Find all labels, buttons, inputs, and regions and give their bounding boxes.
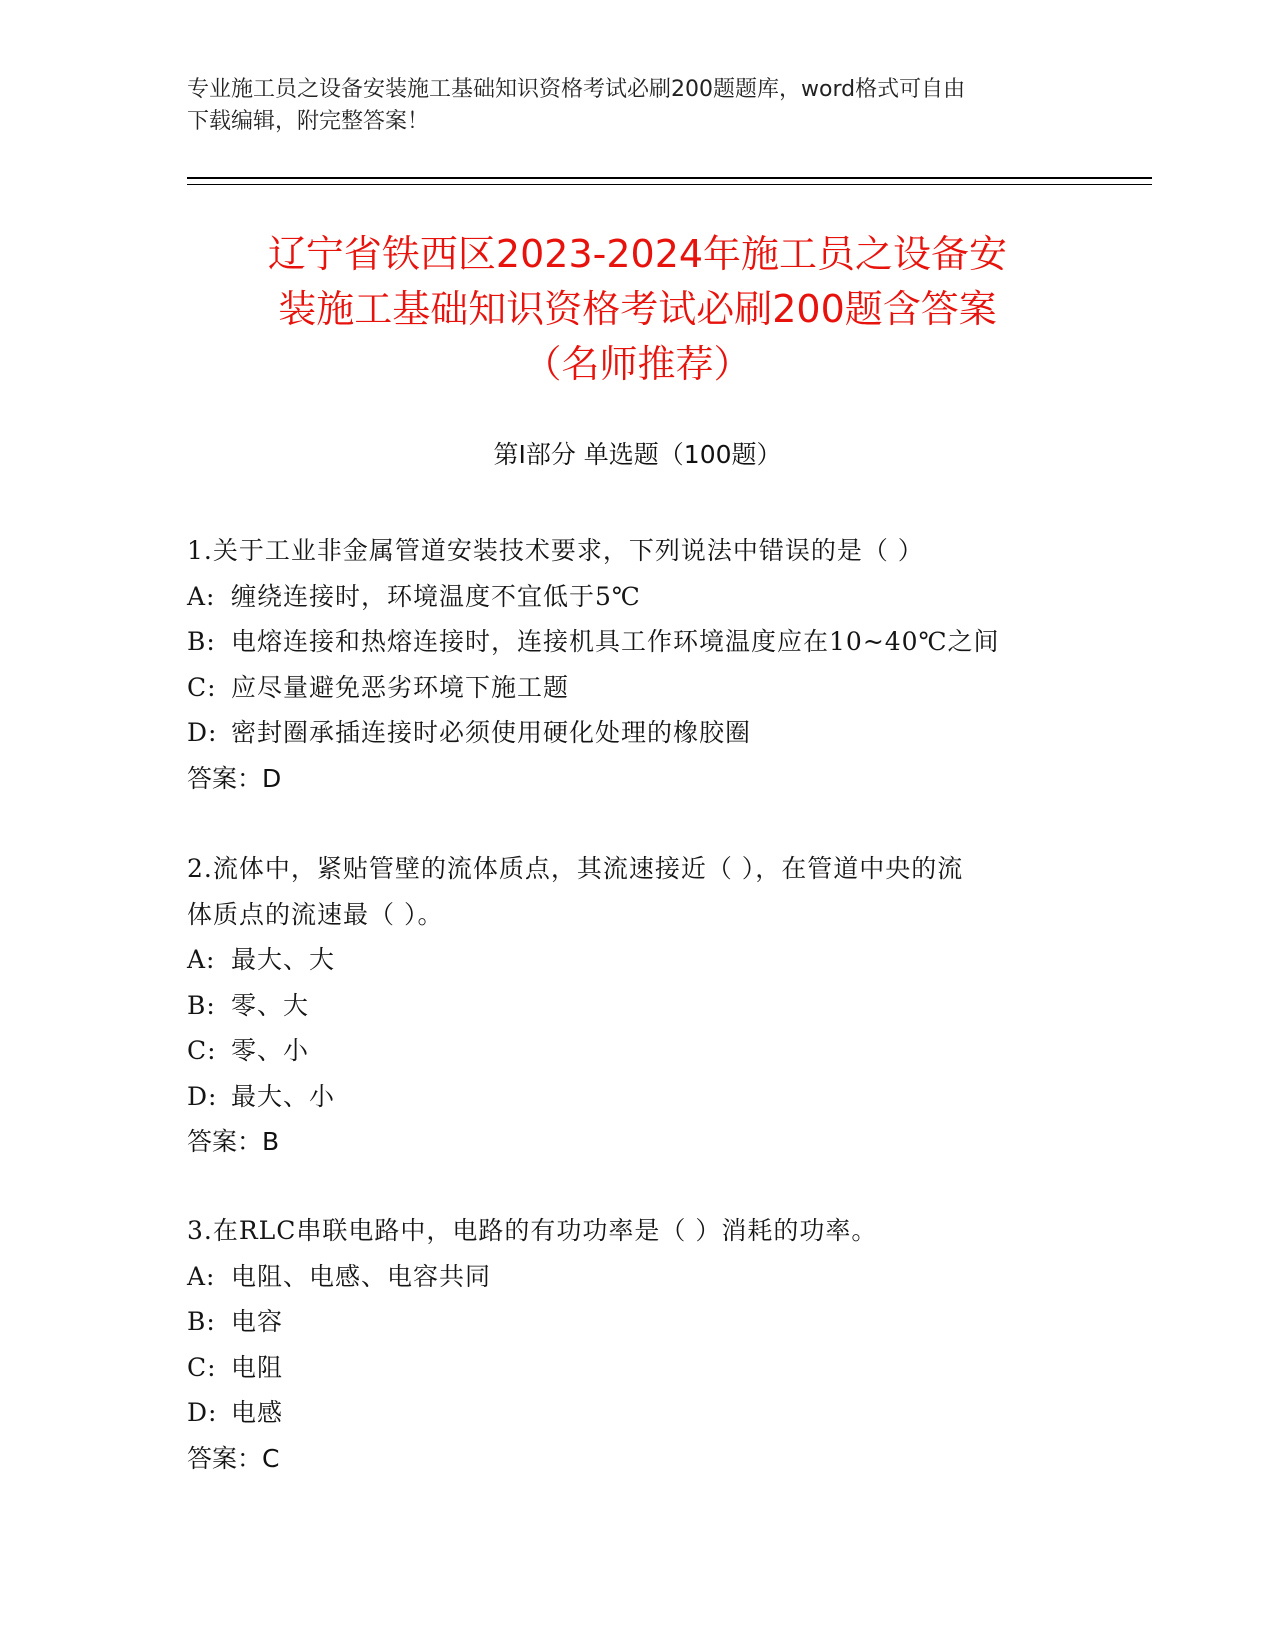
option-key: C: (187, 672, 217, 702)
option-b (187, 983, 1087, 1029)
option-text: 电容 (231, 1307, 284, 1336)
option-b (187, 1299, 1087, 1345)
question-1 (187, 528, 1087, 801)
option-key: D: (187, 1398, 218, 1427)
option-text: 电感 (231, 1398, 284, 1427)
question-stem-continued: 体质点的流速最（ ）。 (187, 899, 444, 929)
option-b (187, 619, 1087, 665)
option-text: 最大、大 (231, 945, 336, 974)
option-key: A: (187, 1261, 216, 1291)
option-key: C: (187, 1352, 217, 1382)
option-c (187, 665, 1087, 711)
option-key: D: (187, 1081, 218, 1111)
answer-line: 答案：C (187, 1443, 280, 1473)
section-heading: 第Ⅰ部分 单选题（100题） (493, 440, 782, 469)
option-text: 最大、小 (231, 1081, 336, 1111)
option-key: C: (187, 1036, 217, 1065)
option-d (187, 710, 1087, 756)
question-stem: 1.关于工业非金属管道安装技术要求，下列说法中错误的是（ ） (187, 536, 924, 565)
option-a (187, 937, 1087, 983)
option-text: 电阻、电感、电容共同 (231, 1261, 492, 1291)
option-d (187, 1390, 1087, 1436)
option-key: B: (187, 1307, 216, 1336)
title-line: 装施工基础知识资格考试必刷200题含答案 (278, 287, 997, 331)
option-text: 电熔连接和热熔连接时，连接机具工作环境温度应在10~40℃之间 (231, 627, 1000, 656)
header-divider-thin (187, 184, 1152, 185)
answer-line: 答案：B (187, 1127, 280, 1156)
option-key: B: (187, 627, 216, 656)
title-line: 辽宁省铁西区2023-2024年施工员之设备安 (267, 232, 1008, 276)
option-c (187, 1028, 1087, 1074)
option-text: 缠绕连接时，环境温度不宜低于5℃ (231, 581, 641, 611)
option-key: D: (187, 718, 218, 747)
option-c (187, 1345, 1087, 1391)
question-stem: 2.流体中，紧贴管壁的流体质点，其流速接近（ ），在管道中央的流 (187, 854, 964, 883)
header-note-line: 专业施工员之设备安装施工基础知识资格考试必刷200题题库，word格式可自由 (187, 77, 966, 102)
option-text: 应尽量避免恶劣环境下施工题 (231, 672, 570, 702)
option-key: A: (187, 581, 216, 611)
document-title (150, 227, 1125, 392)
question-2 (187, 846, 1087, 1165)
option-text: 密封圈承插连接时必须使用硬化处理的橡胶圈 (231, 718, 752, 747)
question-3 (187, 1208, 1087, 1481)
header-divider-thick (187, 177, 1152, 179)
option-a (187, 574, 1087, 620)
option-d (187, 1074, 1087, 1120)
option-text: 零、小 (231, 1036, 310, 1065)
option-a (187, 1254, 1087, 1300)
option-text: 电阻 (231, 1352, 284, 1382)
question-stem: 3.在RLC串联电路中，电路的有功功率是（ ）消耗的功率。 (187, 1216, 878, 1245)
answer-line: 答案：D (187, 763, 282, 793)
header-note-line: 下载编辑，附完整答案！ (187, 109, 430, 134)
option-key: B: (187, 990, 216, 1020)
header-note (187, 74, 1067, 138)
option-text: 零、大 (231, 990, 310, 1020)
option-key: A: (187, 945, 216, 974)
title-line: （名师推荐） (523, 342, 752, 386)
